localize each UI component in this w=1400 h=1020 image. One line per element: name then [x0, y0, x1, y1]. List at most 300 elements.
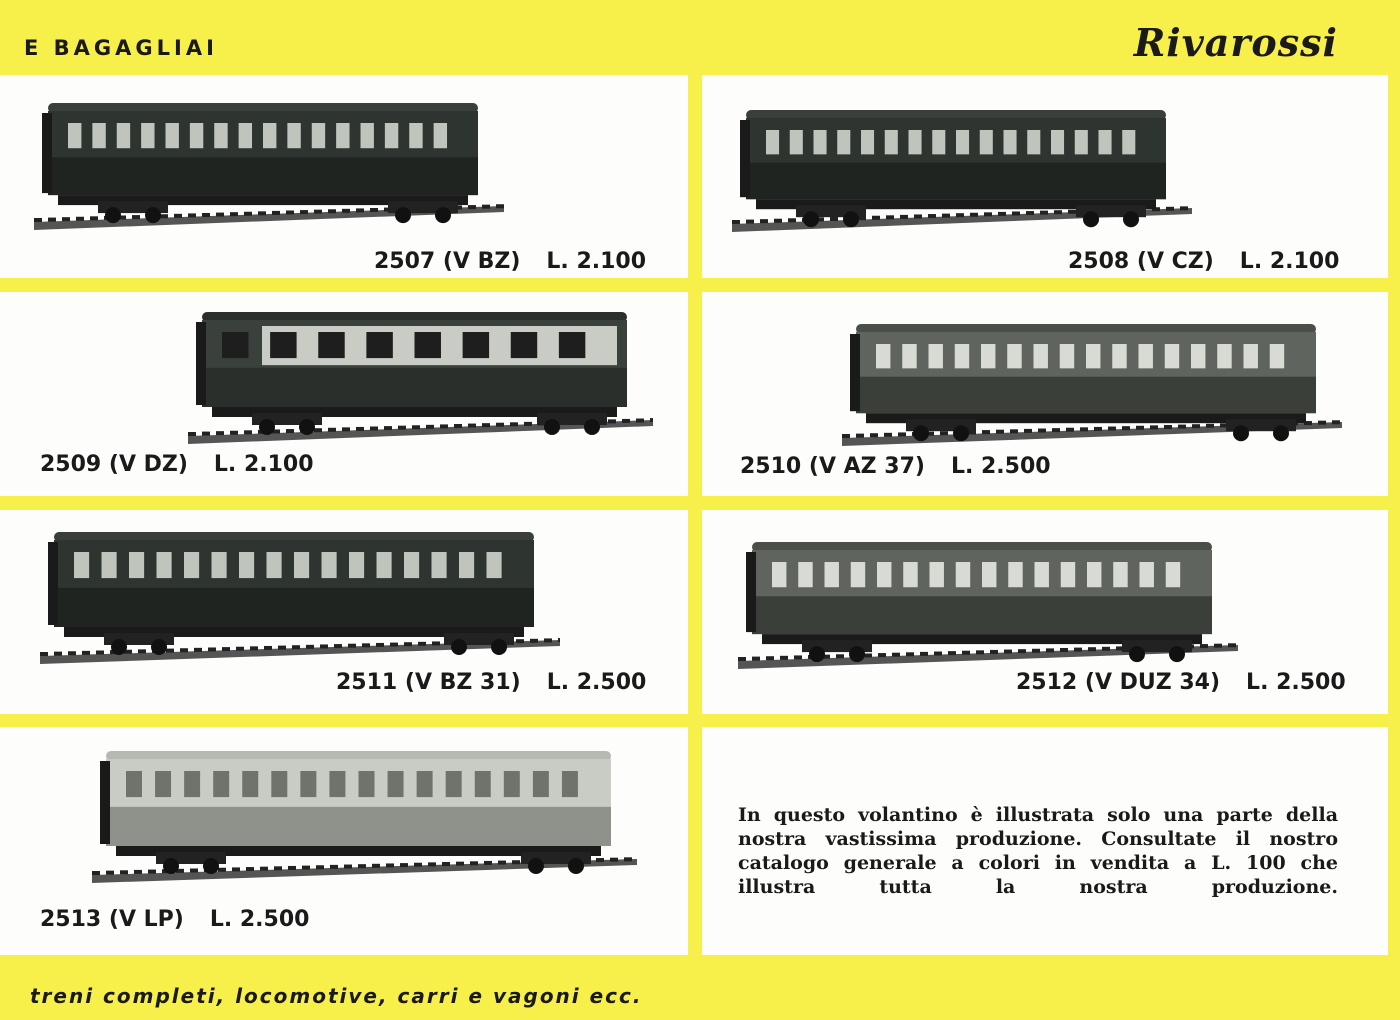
sleeper — [314, 210, 322, 214]
sleeper — [376, 643, 384, 647]
product-code: 2513 (V LP) — [40, 907, 184, 932]
product-label — [1016, 670, 1346, 695]
wheel — [395, 207, 411, 223]
window — [533, 771, 549, 797]
sleeper — [774, 219, 782, 223]
window — [184, 552, 199, 578]
sleeper — [90, 216, 98, 220]
train-car-image — [92, 741, 637, 891]
sleeper — [558, 638, 560, 642]
window — [155, 771, 171, 797]
sleeper — [286, 429, 294, 433]
window — [129, 552, 144, 578]
sleeper — [512, 860, 520, 864]
window — [214, 123, 227, 148]
sleeper — [400, 863, 408, 867]
sleeper — [216, 431, 224, 435]
sleeper — [442, 862, 450, 866]
sleeper — [1122, 426, 1130, 430]
car-end — [48, 542, 58, 625]
wheel — [299, 419, 315, 435]
sleeper — [1228, 643, 1236, 647]
sleeper — [302, 866, 310, 870]
car-end — [740, 120, 750, 197]
footer-tagline: treni completi, locomotive, carri e vagoni ecc. — [30, 984, 643, 1008]
window — [766, 130, 779, 154]
sleeper — [306, 645, 314, 649]
sleeper — [738, 657, 746, 661]
sleeper — [948, 651, 956, 655]
sleeper — [1088, 647, 1096, 651]
sleeper — [190, 868, 198, 872]
wheel — [1273, 425, 1289, 441]
window — [902, 344, 916, 368]
sleeper — [208, 647, 216, 651]
window — [446, 771, 462, 797]
sleeper — [328, 209, 336, 213]
window — [814, 130, 827, 154]
sleeper — [344, 865, 352, 869]
sleeper — [1026, 211, 1034, 215]
window — [861, 130, 874, 154]
sleeper — [300, 210, 308, 214]
window — [932, 130, 945, 154]
window — [955, 344, 969, 368]
sleeper — [1332, 420, 1340, 424]
sleeper — [1004, 650, 1012, 654]
product-label — [374, 249, 646, 274]
sleeper — [976, 650, 984, 654]
wheel — [435, 207, 451, 223]
train-car-image — [738, 532, 1238, 677]
window — [409, 123, 422, 148]
sleeper — [356, 427, 364, 431]
product-code: 2510 (V AZ 37) — [740, 454, 925, 479]
sleeper — [68, 651, 76, 655]
sleeper — [356, 208, 364, 212]
window — [772, 562, 786, 587]
sleeper — [316, 865, 324, 869]
window — [463, 332, 489, 358]
window — [68, 123, 81, 148]
sleeper — [320, 644, 328, 648]
window — [300, 771, 316, 797]
sleeper — [1060, 648, 1068, 652]
sleeper — [132, 215, 140, 219]
sleeper — [468, 424, 476, 428]
product-code: 2511 (V BZ 31) — [336, 670, 521, 695]
sleeper — [928, 214, 936, 218]
wheel — [1083, 211, 1099, 227]
sleeper — [414, 863, 422, 867]
sleeper — [496, 204, 504, 208]
lower-band — [752, 596, 1212, 634]
sleeper — [996, 430, 1004, 434]
wheel — [163, 858, 179, 874]
window — [74, 552, 89, 578]
wheel — [451, 639, 467, 655]
sleeper — [1108, 427, 1116, 431]
sleeper — [1054, 210, 1062, 214]
window — [798, 562, 812, 587]
sleeper — [362, 643, 370, 647]
window — [885, 130, 898, 154]
window — [1086, 344, 1100, 368]
train-car-image — [188, 302, 653, 452]
product-price: L. 2.500 — [546, 670, 647, 695]
window — [415, 332, 441, 358]
window — [385, 123, 398, 148]
product-panel-2512 — [702, 510, 1388, 714]
sleeper — [650, 418, 653, 422]
sleeper — [342, 427, 350, 431]
sleeper — [286, 210, 294, 214]
sleeper — [258, 211, 266, 215]
window — [956, 562, 970, 587]
window — [1139, 344, 1153, 368]
wheel — [528, 858, 544, 874]
sleeper — [174, 214, 182, 218]
sleeper — [752, 657, 760, 661]
sleeper — [942, 214, 950, 218]
sleeper — [766, 656, 774, 660]
car-end — [42, 113, 52, 193]
wheel — [105, 207, 121, 223]
wheel — [203, 858, 219, 874]
window — [141, 123, 154, 148]
window — [903, 562, 917, 587]
window — [1270, 344, 1284, 368]
lower-band — [54, 588, 534, 627]
window — [361, 123, 374, 148]
window — [956, 130, 969, 154]
window — [1004, 130, 1017, 154]
window — [1140, 562, 1154, 587]
product-label — [336, 670, 646, 695]
sleeper — [842, 434, 850, 438]
sleeper — [1080, 427, 1088, 431]
sleeper — [788, 218, 796, 222]
window — [1099, 130, 1112, 154]
sleeper — [884, 433, 892, 437]
window — [190, 123, 203, 148]
train-car-image — [34, 93, 504, 238]
window — [239, 552, 254, 578]
window — [271, 771, 287, 797]
sleeper — [1166, 207, 1174, 211]
window — [184, 771, 200, 797]
product-code: 2508 (V CZ) — [1068, 249, 1214, 274]
sleeper — [386, 863, 394, 867]
sleeper — [864, 653, 872, 657]
sleeper — [180, 648, 188, 652]
sleeper — [246, 867, 254, 871]
sleeper — [390, 643, 398, 647]
sleeper — [934, 652, 942, 656]
sleeper — [1074, 648, 1082, 652]
sleeper — [1214, 644, 1222, 648]
wheel — [953, 425, 969, 441]
wheel — [259, 419, 275, 435]
window — [930, 562, 944, 587]
window — [1113, 562, 1127, 587]
sleeper — [328, 428, 336, 432]
sleeper — [426, 425, 434, 429]
sleeper — [334, 644, 342, 648]
window — [222, 332, 248, 358]
sleeper — [1150, 425, 1158, 429]
window — [239, 123, 252, 148]
window — [166, 123, 179, 148]
sleeper — [872, 216, 880, 220]
sleeper — [166, 649, 174, 653]
sleeper — [148, 870, 156, 874]
sleeper — [278, 646, 286, 650]
product-panel-2507 — [0, 75, 688, 278]
wheel — [849, 646, 865, 662]
product-price: L. 2.100 — [1239, 249, 1340, 274]
info-panel — [702, 727, 1388, 955]
product-panel-2513 — [0, 727, 688, 955]
product-label — [40, 907, 309, 932]
sleeper — [250, 646, 258, 650]
sleeper — [260, 867, 268, 871]
window — [1217, 344, 1231, 368]
sleeper — [596, 858, 604, 862]
window — [790, 130, 803, 154]
sleeper — [962, 651, 970, 655]
train-car-image — [842, 314, 1342, 454]
sleeper — [760, 219, 768, 223]
sleeper — [984, 212, 992, 216]
sleeper — [496, 423, 504, 427]
wheel — [1123, 211, 1139, 227]
window — [349, 552, 364, 578]
sleeper — [1024, 429, 1032, 433]
wheel — [1169, 646, 1185, 662]
window — [102, 552, 117, 578]
product-panel-2508 — [702, 75, 1388, 278]
sleeper — [906, 652, 914, 656]
window — [825, 562, 839, 587]
sleeper — [1164, 425, 1172, 429]
window — [388, 771, 404, 797]
window — [459, 552, 474, 578]
wheel — [913, 425, 929, 441]
sleeper — [998, 212, 1006, 216]
product-panel-2511 — [0, 510, 688, 714]
lower-band — [48, 157, 478, 195]
sleeper — [96, 650, 104, 654]
sleeper — [358, 864, 366, 868]
sleeper — [516, 639, 524, 643]
window — [377, 552, 392, 578]
sleeper — [1102, 647, 1110, 651]
window — [1075, 130, 1088, 154]
window — [329, 771, 345, 797]
lower-band — [856, 377, 1316, 414]
sleeper — [898, 432, 906, 436]
window — [511, 332, 537, 358]
sleeper — [530, 639, 538, 643]
train-car-image — [40, 522, 560, 672]
wheel — [843, 211, 859, 227]
sleeper — [288, 866, 296, 870]
window — [851, 562, 865, 587]
product-price: L. 2.500 — [1246, 670, 1346, 695]
sleeper — [990, 650, 998, 654]
window — [1034, 344, 1048, 368]
sleeper — [432, 641, 440, 645]
window — [294, 552, 309, 578]
sleeper — [1052, 428, 1060, 432]
sleeper — [454, 424, 462, 428]
wheel — [544, 419, 560, 435]
sleeper — [106, 871, 114, 875]
product-label — [40, 452, 314, 477]
section-title: E BAGAGLIAI — [24, 36, 218, 60]
sleeper — [456, 862, 464, 866]
window — [1027, 130, 1040, 154]
window — [475, 771, 491, 797]
wheel — [584, 419, 600, 435]
window — [1166, 562, 1180, 587]
sleeper — [886, 215, 894, 219]
sleeper — [900, 215, 908, 219]
sleeper — [188, 432, 196, 436]
window — [322, 552, 337, 578]
product-panel-2510 — [702, 292, 1388, 496]
sleeper — [330, 865, 338, 869]
sleeper — [1038, 429, 1046, 433]
sleeper — [92, 871, 100, 875]
sleeper — [76, 217, 84, 221]
sleeper — [418, 642, 426, 646]
window — [559, 332, 585, 358]
sleeper — [878, 653, 886, 657]
sleeper — [370, 427, 378, 431]
product-code: 2507 (V BZ) — [374, 249, 521, 274]
sleeper — [920, 652, 928, 656]
sleeper — [216, 213, 224, 217]
product-price: L. 2.100 — [213, 452, 314, 477]
window — [312, 123, 325, 148]
window — [126, 771, 142, 797]
sleeper — [138, 649, 146, 653]
sleeper — [830, 217, 838, 221]
window — [417, 771, 433, 797]
sleeper — [428, 862, 436, 866]
sleeper — [914, 214, 922, 218]
car-end — [850, 334, 860, 411]
window — [359, 771, 375, 797]
sleeper — [1040, 211, 1048, 215]
window — [1191, 344, 1205, 368]
sleeper — [622, 419, 630, 423]
sleeper — [1032, 649, 1040, 653]
sleeper — [544, 638, 552, 642]
sleeper — [1318, 421, 1326, 425]
sleeper — [1018, 649, 1026, 653]
sleeper — [202, 213, 210, 217]
wheel — [111, 639, 127, 655]
window — [318, 332, 344, 358]
window — [157, 552, 172, 578]
sleeper — [40, 652, 48, 656]
sleeper — [1178, 425, 1186, 429]
product-label — [740, 454, 1051, 479]
sleeper — [244, 430, 252, 434]
car-end — [100, 761, 110, 844]
sleeper — [34, 218, 42, 222]
sleeper — [1136, 426, 1144, 430]
sleeper — [244, 212, 252, 216]
sleeper — [1206, 424, 1214, 428]
window — [434, 123, 447, 148]
sleeper — [608, 419, 616, 423]
window — [263, 123, 276, 148]
window — [1087, 562, 1101, 587]
wheel — [803, 211, 819, 227]
sleeper — [856, 434, 864, 438]
window — [876, 344, 890, 368]
product-label — [1068, 249, 1339, 274]
car-end — [196, 322, 206, 405]
sleeper — [82, 651, 90, 655]
window — [1122, 130, 1135, 154]
sleeper — [482, 205, 490, 209]
sleeper — [188, 213, 196, 217]
sleeper — [384, 426, 392, 430]
sleeper — [348, 644, 356, 648]
sleeper — [1068, 210, 1076, 214]
sleeper — [274, 866, 282, 870]
sleeper — [836, 654, 844, 658]
window — [366, 332, 392, 358]
sleeper — [1094, 427, 1102, 431]
window — [1035, 562, 1049, 587]
product-price: L. 2.100 — [546, 249, 647, 274]
sleeper — [524, 422, 532, 426]
sleeper — [232, 867, 240, 871]
sleeper — [982, 430, 990, 434]
sleeper — [1200, 644, 1208, 648]
sleeper — [1180, 206, 1188, 210]
wheel — [151, 639, 167, 655]
sleeper — [370, 208, 378, 212]
window — [982, 562, 996, 587]
window — [336, 123, 349, 148]
window — [117, 123, 130, 148]
lower-band — [746, 163, 1166, 200]
wheel — [1233, 425, 1249, 441]
sleeper — [292, 645, 300, 649]
window — [1060, 344, 1074, 368]
info-text: In questo volantino è illustrata solo una parte della nostra vastissima produzione. Consultate il nostro catalogo generale a colori in vendita a L. 100 che illustra tutta la nostra produzione. — [738, 804, 1338, 898]
sleeper — [636, 419, 644, 423]
sleeper — [1012, 211, 1020, 215]
sleeper — [342, 209, 350, 213]
sleeper — [62, 217, 70, 221]
sleeper — [202, 432, 210, 436]
sleeper — [1010, 429, 1018, 433]
sleeper — [794, 655, 802, 659]
window — [270, 332, 296, 358]
product-price: L. 2.500 — [950, 454, 1051, 479]
sleeper — [1046, 648, 1054, 652]
sleeper — [48, 218, 56, 222]
window — [287, 123, 300, 148]
